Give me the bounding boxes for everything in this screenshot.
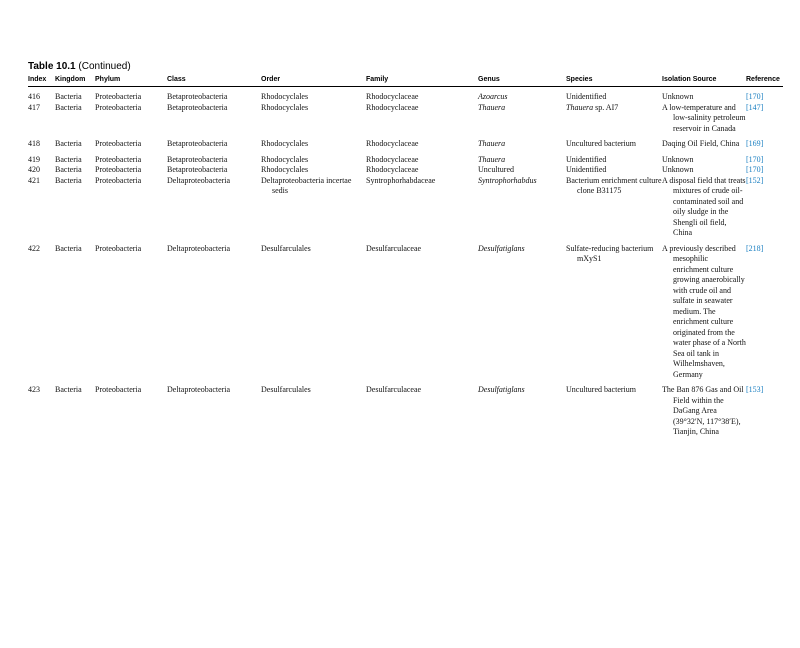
table-row [28, 380, 783, 438]
cell-phylum: Proteobacteria [95, 175, 142, 185]
cell-genus: Desulfatiglans [478, 243, 525, 253]
reference-link[interactable]: [170] [746, 92, 764, 101]
cell-order: Desulfarculales [261, 385, 311, 394]
cell-order: Rhodocyclales [261, 139, 309, 148]
table-caption-label: Table 10.1 [28, 61, 76, 72]
cell-phylum: Proteobacteria [95, 154, 142, 164]
cell-kingdom: Bacteria [55, 385, 82, 394]
cell-class: Betaproteobacteria [167, 165, 228, 174]
cell-kingdom: Bacteria [55, 139, 82, 148]
species-name-part: sp. AI7 [593, 102, 619, 112]
species-genus-part: Thauera [566, 102, 594, 112]
cell-species: Sulfate-reducing bacterium mXyS1 [566, 243, 654, 263]
cell-index: 416 [28, 92, 40, 101]
reference-link[interactable]: [170] [746, 154, 764, 164]
cell-family: Rhodocyclaceae [366, 154, 419, 164]
cell-species: Unidentified [566, 154, 607, 164]
col-header-index: Index [28, 73, 55, 87]
cell-class: Betaproteobacteria [167, 154, 228, 164]
cell-kingdom: Bacteria [55, 102, 82, 112]
cell-index: 417 [28, 102, 40, 112]
cell-kingdom: Bacteria [55, 92, 82, 101]
cell-class: Betaproteobacteria [167, 102, 228, 112]
table-row [28, 134, 783, 150]
cell-isolation-source: Unknown [662, 154, 694, 164]
col-header-class: Class [167, 73, 261, 87]
cell-order: Rhodocyclales [261, 165, 309, 174]
cell-phylum: Proteobacteria [95, 243, 142, 253]
table-row [28, 239, 783, 381]
cell-family: Desulfarculaceae [366, 243, 422, 253]
table-header-row [28, 73, 783, 87]
cell-kingdom: Bacteria [55, 243, 82, 253]
cell-index: 419 [28, 154, 40, 164]
table-row [28, 150, 783, 166]
col-header-reference: Reference [746, 73, 783, 87]
cell-kingdom: Bacteria [55, 154, 82, 164]
cell-isolation-source: Unknown [662, 92, 694, 101]
reference-link[interactable]: [169] [746, 139, 764, 148]
table-row [28, 165, 783, 176]
cell-isolation-source: A low-temperature and low-salinity petroleum reservoir in Canada [662, 102, 746, 133]
reference-link[interactable]: [170] [746, 165, 764, 174]
cell-isolation-source: Unknown [662, 165, 694, 174]
cell-order: Rhodocyclales [261, 92, 309, 101]
cell-isolation-source: The Ban 876 Gas and Oil Field within the DaGang Area (39°32′N, 117°38′E), Tianjin, China [662, 385, 744, 436]
cell-family: Rhodocyclaceae [366, 102, 419, 112]
table-row [28, 87, 783, 103]
cell-genus: Syntrophorhabdus [478, 175, 537, 185]
cell-species [566, 103, 662, 135]
col-header-genus: Genus [478, 73, 566, 87]
cell-class: Betaproteobacteria [167, 139, 228, 148]
cell-class: Deltaproteobacteria [167, 243, 231, 253]
cell-genus: Thauera [478, 102, 506, 112]
cell-family: Rhodocyclaceae [366, 139, 419, 148]
cell-index: 422 [28, 243, 40, 253]
cell-order: Deltaproteobacteria incertae sedis [261, 175, 352, 195]
cell-isolation-source: A disposal field that treats mixtures of crude oil-contaminated soil and oily sludge in the Shengli oil field, China [662, 175, 746, 237]
cell-family: Rhodocyclaceae [366, 165, 419, 174]
cell-index: 423 [28, 385, 40, 394]
col-header-order: Order [261, 73, 366, 87]
cell-genus: Desulfatiglans [478, 385, 525, 394]
cell-phylum: Proteobacteria [95, 102, 142, 112]
cell-index: 418 [28, 139, 40, 148]
cell-order: Rhodocyclales [261, 102, 309, 112]
cell-isolation-source: Daqing Oil Field, China [662, 139, 740, 148]
col-header-isolation-source: Isolation Source [662, 73, 746, 87]
cell-order: Rhodocyclales [261, 154, 309, 164]
cell-genus: Azoarcus [478, 92, 508, 101]
cell-genus: Thauera [478, 154, 506, 164]
cell-species: Uncultured bacterium [566, 139, 636, 148]
reference-link[interactable]: [152] [746, 175, 764, 185]
cell-species: Unidentified [566, 92, 607, 101]
cell-isolation-source: A previously described mesophilic enrichment culture growing anaerobically with crude oil and sulfate in seawater medium. The enrichment culture originated from the water phase of a North Sea oil tank in Wilhelmshaven, Germany [662, 243, 746, 379]
cell-species: Bacterium enrichment culture clone B31175 [566, 175, 662, 195]
cell-phylum: Proteobacteria [95, 385, 142, 394]
cell-kingdom: Bacteria [55, 165, 82, 174]
taxonomy-table [28, 73, 783, 438]
cell-class: Betaproteobacteria [167, 92, 228, 101]
cell-family: Desulfarculaceae [366, 385, 422, 394]
cell-phylum: Proteobacteria [95, 165, 142, 174]
cell-phylum: Proteobacteria [95, 139, 142, 148]
cell-index: 420 [28, 165, 40, 174]
cell-order: Desulfarculales [261, 243, 311, 253]
col-header-species: Species [566, 73, 662, 87]
cell-class: Deltaproteobacteria [167, 175, 231, 185]
cell-genus: Uncultured [478, 165, 514, 174]
cell-class: Deltaproteobacteria [167, 385, 231, 394]
reference-link[interactable]: [218] [746, 243, 764, 253]
cell-family: Syntrophorhabdaceae [366, 175, 436, 185]
col-header-phylum: Phylum [95, 73, 167, 87]
table-caption-note: (Continued) [78, 61, 131, 72]
reference-link[interactable]: [147] [746, 102, 764, 112]
cell-kingdom: Bacteria [55, 175, 82, 185]
table-caption [28, 61, 131, 72]
cell-family: Rhodocyclaceae [366, 92, 419, 101]
cell-phylum: Proteobacteria [95, 92, 142, 101]
table-row [28, 176, 783, 239]
cell-genus: Thauera [478, 139, 506, 148]
col-header-kingdom: Kingdom [55, 73, 95, 87]
cell-index: 421 [28, 175, 40, 185]
cell-species: Unidentified [566, 165, 607, 174]
col-header-family: Family [366, 73, 478, 87]
cell-species: Uncultured bacterium [566, 385, 636, 394]
table-row [28, 103, 783, 135]
reference-link[interactable]: [153] [746, 385, 764, 394]
